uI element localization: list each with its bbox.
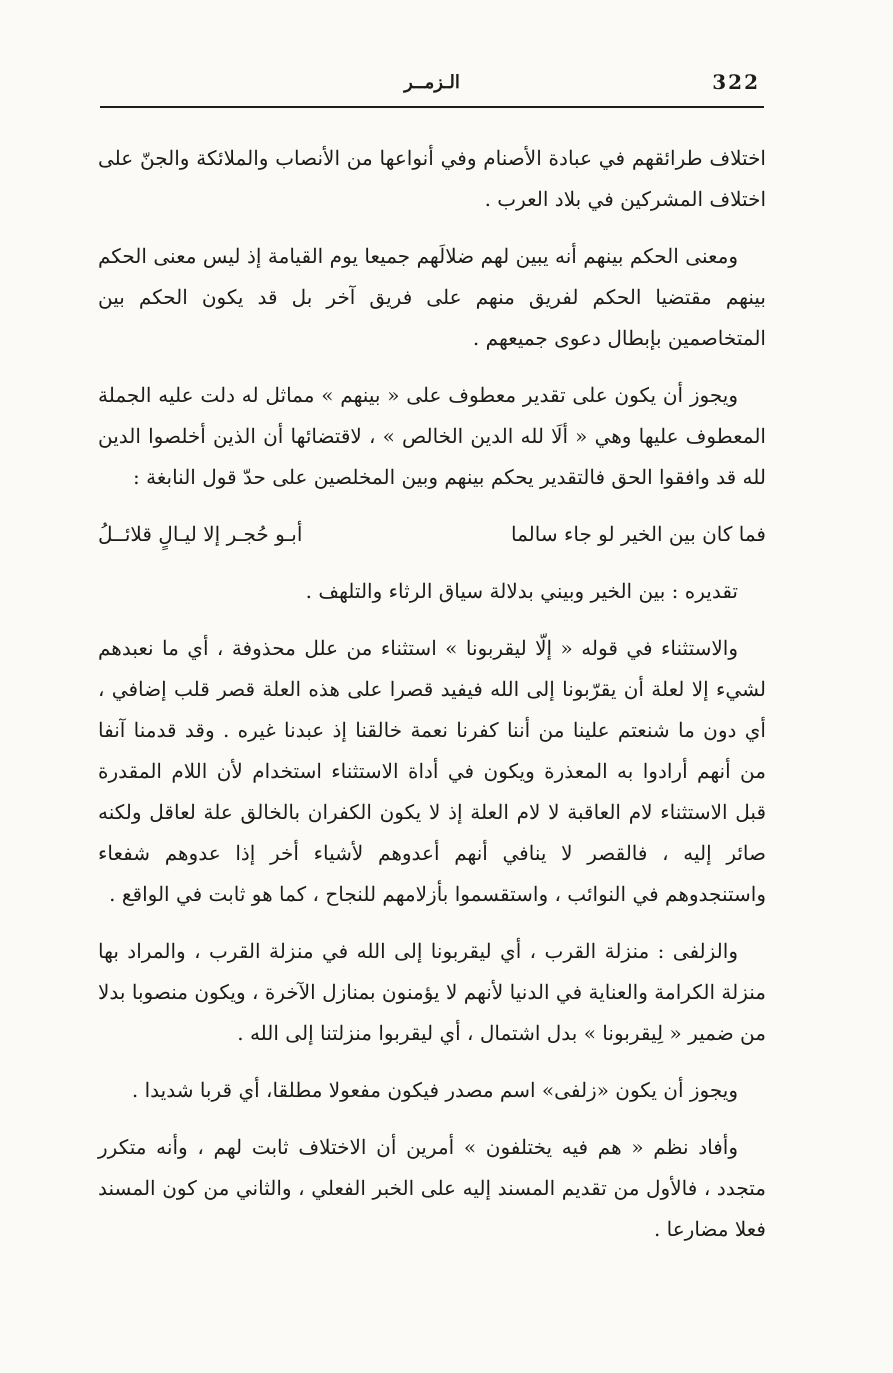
page-header xyxy=(100,60,764,100)
header-divider xyxy=(100,106,764,108)
paragraph-4: تقديره : بين الخير وبيني بدلالة سياق الرثاء والتلهف . xyxy=(305,579,738,603)
paragraph-2: ومعنى الحكم بينهم أنه يبين لهم ضلالَهم جميعا يوم القيامة إذ ليس معنى الحكم بينهم مقتضيا الحكم لفريق منهم على فريق آخر بل قد يكون الحكم بين المتخاصمين بإبطال دعوى جميعهم . xyxy=(98,244,766,350)
page-body xyxy=(98,138,766,1266)
chapter-title: الـزمــر xyxy=(404,72,460,93)
poetry-verse xyxy=(98,514,766,555)
paragraph-8: وأفاد نظم « هم فيه يختلفون » أمرين أن الاختلاف ثابت لهم ، وأنه متكرر متجدد ، فالأول من تقديم المسند إليه على الخبر الفعلي ، والثاني من كون المسند فعلا مضارعا . xyxy=(98,1135,766,1241)
verse-first-hemistich: فما كان بين الخير لو جاء سالما xyxy=(510,522,766,546)
paragraph-1: اختلاف طرائقهم في عبادة الأصنام وفي أنواعها من الأنصاب والملائكة والجنّ على اختلاف المشركين في بلاد العرب . xyxy=(98,146,766,211)
verse-second-hemistich: أبـو حُجـر إلا ليـالٍ قلائــلُ xyxy=(98,522,303,546)
paragraph-7: ويجوز أن يكون «زلفى» اسم مصدر فيكون مفعولا مطلقا، أي قربا شديدا . xyxy=(131,1078,738,1102)
paragraph-5: والاستثناء في قوله « إلّا ليقربونا » استثناء من علل محذوفة ، أي ما نعبدهم لشيء إلا لعلة أن يقرّبونا إلى الله فيفيد قصرا على هذه العلة قصر قلب إضافي ، أي دون ما شنعتم علينا من أننا كفرنا نعمة خالقنا إذ عبدنا غيره . وقد قدمنا آنفا من أنهم أرادوا به المعذرة ويكون في أداة الاستثناء استخدام لأن اللام المقدرة قبل الاستثناء لام العاقبة لا لام العلة إذ لا يكون الكفران بالخالق علة لعاقل ولكنه صائر إليه ، فالقصر لا ينافي أنهم أعدوهم لأشياء أخر إذا عدوهم شفعاء واستنجدوهم في النوائب ، واستقسموا بأزلامهم للنجاح ، كما هو ثابت في الواقع . xyxy=(98,636,766,906)
paragraph-6: والزلفى : منزلة القرب ، أي ليقربونا إلى الله في منزلة القرب ، والمراد بها منزلة الكرامة والعناية في الدنيا لأنهم لا يؤمنون بمنازل الآخرة ، ويكون منصوبا بدلا من ضمير « لِيقربونا » بدل اشتمال ، أي ليقربوا منزلتنا إلى الله . xyxy=(98,939,766,1045)
paragraph-3: ويجوز أن يكون على تقدير معطوف على « بينهم » مماثل له دلت عليه الجملة المعطوف عليها وهي « ألَا لله الدين الخالص » ، لاقتضائها أن الذين أخلصوا الدين لله قد وافقوا الحق فالتقدير يحكم بينهم وبين المخلصين على حدّ قول النابغة : xyxy=(98,383,766,489)
page-number: 322 xyxy=(712,70,760,94)
